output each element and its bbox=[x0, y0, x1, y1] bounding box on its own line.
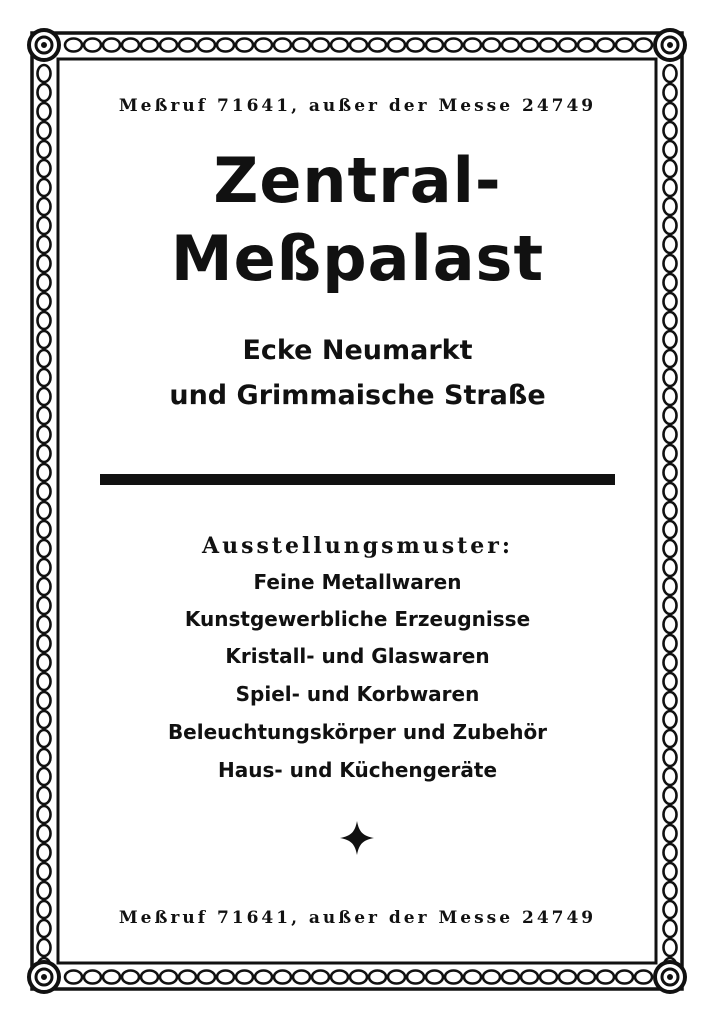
border-chain-link bbox=[502, 39, 519, 52]
border-chain-link bbox=[540, 971, 557, 984]
border-chain-link bbox=[664, 217, 677, 234]
border-chain-link bbox=[141, 39, 158, 52]
border-chain-link bbox=[38, 407, 51, 424]
border-chain-link bbox=[664, 521, 677, 538]
border-chain-link bbox=[293, 39, 310, 52]
exhibit-item: Kristall- und Glaswaren bbox=[225, 644, 490, 668]
border-chain-link bbox=[664, 426, 677, 443]
border-chain-link bbox=[350, 39, 367, 52]
border-chain-link bbox=[664, 274, 677, 291]
border-chain-link bbox=[664, 407, 677, 424]
border-chain-link bbox=[38, 730, 51, 747]
border-chain-link bbox=[312, 971, 329, 984]
exhibit-item: Kunstgewerbliche Erzeugnisse bbox=[184, 607, 531, 631]
border-chain-link bbox=[84, 39, 101, 52]
border-chain-link bbox=[38, 369, 51, 386]
border-chain-link bbox=[38, 274, 51, 291]
border-chain-link bbox=[597, 39, 614, 52]
border-chain-link bbox=[38, 749, 51, 766]
four-point-star-ornament-icon bbox=[339, 820, 375, 856]
border-chain-link bbox=[38, 597, 51, 614]
border-chain-link bbox=[664, 483, 677, 500]
title-line-1: Zentral- bbox=[213, 144, 502, 217]
border-chain-link bbox=[38, 65, 51, 82]
border-chain-link bbox=[664, 635, 677, 652]
title-line-2: Meßpalast bbox=[170, 222, 545, 295]
border-chain-link bbox=[160, 39, 177, 52]
border-chain-link bbox=[388, 971, 405, 984]
border-chain-link bbox=[38, 103, 51, 120]
border-chain-link bbox=[217, 971, 234, 984]
border-chain-link bbox=[38, 464, 51, 481]
border-chain-link bbox=[664, 692, 677, 709]
border-chain-link bbox=[426, 971, 443, 984]
border-chain-link bbox=[664, 502, 677, 519]
corner-rosette-center bbox=[668, 43, 673, 48]
border-chain-link bbox=[274, 971, 291, 984]
border-chain-link bbox=[38, 445, 51, 462]
border-chain-link bbox=[293, 971, 310, 984]
border-chain-link bbox=[38, 768, 51, 785]
border-chain-link bbox=[664, 540, 677, 557]
border-chain-link bbox=[255, 39, 272, 52]
border-chain-link bbox=[635, 39, 652, 52]
border-chain-link bbox=[38, 483, 51, 500]
border-chain-link bbox=[664, 293, 677, 310]
border-chain-link bbox=[664, 255, 677, 272]
border-chain-link bbox=[38, 806, 51, 823]
border-chain-link bbox=[38, 502, 51, 519]
border-chain-link bbox=[664, 122, 677, 139]
border-chain-link bbox=[65, 39, 82, 52]
border-chain-link bbox=[38, 312, 51, 329]
exhibit-item: Beleuchtungskörper und Zubehör bbox=[167, 720, 548, 744]
border-chain-link bbox=[664, 388, 677, 405]
border-chain-link bbox=[38, 616, 51, 633]
border-chain-link bbox=[540, 39, 557, 52]
border-chain-link bbox=[664, 787, 677, 804]
border-chain-link bbox=[160, 971, 177, 984]
exhibit-item: Feine Metallwaren bbox=[253, 570, 462, 594]
border-chain-link bbox=[664, 445, 677, 462]
border-chain-link bbox=[664, 768, 677, 785]
border-chain-link bbox=[236, 971, 253, 984]
border-chain-link bbox=[198, 971, 215, 984]
border-chain-link bbox=[38, 787, 51, 804]
border-chain-link bbox=[664, 350, 677, 367]
border-chain-link bbox=[236, 39, 253, 52]
border-chain-link bbox=[350, 971, 367, 984]
border-chain-link bbox=[388, 39, 405, 52]
border-chain-link bbox=[664, 559, 677, 576]
border-chain-link bbox=[664, 65, 677, 82]
border-chain-link bbox=[38, 236, 51, 253]
border-chain-link bbox=[664, 331, 677, 348]
border-chain-link bbox=[103, 39, 120, 52]
border-chain-link bbox=[664, 236, 677, 253]
border-chain-link bbox=[84, 971, 101, 984]
address-line-1: Ecke Neumarkt bbox=[242, 335, 473, 366]
border-chain-link bbox=[38, 84, 51, 101]
border-chain-link bbox=[369, 39, 386, 52]
border-chain-link bbox=[616, 971, 633, 984]
border-chain-link bbox=[141, 971, 158, 984]
border-chain-link bbox=[38, 521, 51, 538]
border-chain-link bbox=[38, 882, 51, 899]
border-chain-link bbox=[664, 616, 677, 633]
border-chain-link bbox=[38, 122, 51, 139]
border-chain-link bbox=[38, 635, 51, 652]
border-chain-link bbox=[445, 39, 462, 52]
border-chain-link bbox=[664, 597, 677, 614]
border-chain-link bbox=[445, 971, 462, 984]
border-chain-link bbox=[38, 939, 51, 956]
border-chain-link bbox=[616, 39, 633, 52]
border-chain-link bbox=[664, 920, 677, 937]
border-chain-link bbox=[38, 217, 51, 234]
border-chain-link bbox=[122, 39, 139, 52]
border-chain-link bbox=[664, 730, 677, 747]
border-chain-link bbox=[664, 711, 677, 728]
border-chain-link bbox=[179, 971, 196, 984]
border-chain-link bbox=[664, 939, 677, 956]
corner-rosette-center bbox=[668, 975, 673, 980]
border-chain-link bbox=[38, 540, 51, 557]
border-chain-link bbox=[635, 971, 652, 984]
border-chain-link bbox=[664, 84, 677, 101]
border-chain-link bbox=[331, 39, 348, 52]
border-chain-link bbox=[464, 971, 481, 984]
border-chain-link bbox=[38, 160, 51, 177]
border-chain-link bbox=[38, 331, 51, 348]
border-chain-link bbox=[38, 654, 51, 671]
address-line-2: und Grimmaische Straße bbox=[169, 380, 546, 411]
border-chain-link bbox=[664, 369, 677, 386]
border-chain-link bbox=[65, 971, 82, 984]
border-chain-link bbox=[664, 673, 677, 690]
border-chain-link bbox=[407, 971, 424, 984]
border-chain-link bbox=[664, 103, 677, 120]
border-chain-link bbox=[38, 559, 51, 576]
border-chain-link bbox=[664, 901, 677, 918]
border-chain-link bbox=[559, 971, 576, 984]
border-chain-link bbox=[38, 692, 51, 709]
border-chain-link bbox=[103, 971, 120, 984]
border-chain-link bbox=[38, 350, 51, 367]
border-chain-link bbox=[312, 39, 329, 52]
border-chain-link bbox=[559, 39, 576, 52]
border-chain-link bbox=[664, 578, 677, 595]
border-chain-link bbox=[38, 293, 51, 310]
border-chain-link bbox=[38, 901, 51, 918]
border-chain-link bbox=[664, 160, 677, 177]
border-chain-link bbox=[38, 578, 51, 595]
corner-rosette-center bbox=[42, 43, 47, 48]
border-chain-link bbox=[464, 39, 481, 52]
border-chain-link bbox=[38, 426, 51, 443]
border-chain-link bbox=[38, 255, 51, 272]
border-chain-link bbox=[274, 39, 291, 52]
border-chain-link bbox=[578, 971, 595, 984]
border-chain-link bbox=[122, 971, 139, 984]
border-chain-link bbox=[664, 312, 677, 329]
border-chain-link bbox=[198, 39, 215, 52]
exhibit-item: Spiel- und Korbwaren bbox=[235, 682, 480, 706]
border-chain-link bbox=[664, 179, 677, 196]
border-chain-link bbox=[664, 844, 677, 861]
border-chain-link bbox=[664, 882, 677, 899]
border-chain-link bbox=[179, 39, 196, 52]
border-chain-link bbox=[38, 141, 51, 158]
border-chain-link bbox=[578, 39, 595, 52]
border-chain-link bbox=[38, 844, 51, 861]
phone-line-top: Meßruf 71641, außer der Messe 24749 bbox=[118, 96, 597, 116]
border-chain-link bbox=[38, 920, 51, 937]
exhibits-heading: Ausstellungsmuster: bbox=[202, 533, 513, 559]
border-chain-link bbox=[664, 464, 677, 481]
border-chain-link bbox=[521, 971, 538, 984]
border-chain-link bbox=[502, 971, 519, 984]
border-chain-link bbox=[426, 39, 443, 52]
corner-rosette-center bbox=[42, 975, 47, 980]
border-chain-link bbox=[407, 39, 424, 52]
border-chain-link bbox=[483, 971, 500, 984]
border-chain-link bbox=[664, 825, 677, 842]
border-chain-link bbox=[331, 971, 348, 984]
border-chain-link bbox=[521, 39, 538, 52]
border-chain-link bbox=[38, 825, 51, 842]
border-chain-link bbox=[664, 863, 677, 880]
border-chain-link bbox=[217, 39, 234, 52]
border-chain-link bbox=[38, 673, 51, 690]
horizontal-divider bbox=[100, 474, 615, 485]
border-chain-link bbox=[255, 971, 272, 984]
border-chain-link bbox=[597, 971, 614, 984]
border-chain-link bbox=[369, 971, 386, 984]
border-chain-link bbox=[483, 39, 500, 52]
phone-line-bottom: Meßruf 71641, außer der Messe 24749 bbox=[118, 908, 597, 928]
border-chain-link bbox=[38, 388, 51, 405]
border-chain-link bbox=[664, 806, 677, 823]
border-chain-link bbox=[664, 198, 677, 215]
border-chain-link bbox=[664, 654, 677, 671]
border-chain-link bbox=[664, 141, 677, 158]
border-chain-link bbox=[38, 198, 51, 215]
border-chain-link bbox=[38, 179, 51, 196]
border-chain-link bbox=[664, 749, 677, 766]
border-chain-link bbox=[38, 863, 51, 880]
border-chain-link bbox=[38, 711, 51, 728]
exhibit-item: Haus- und Küchengeräte bbox=[217, 758, 498, 782]
